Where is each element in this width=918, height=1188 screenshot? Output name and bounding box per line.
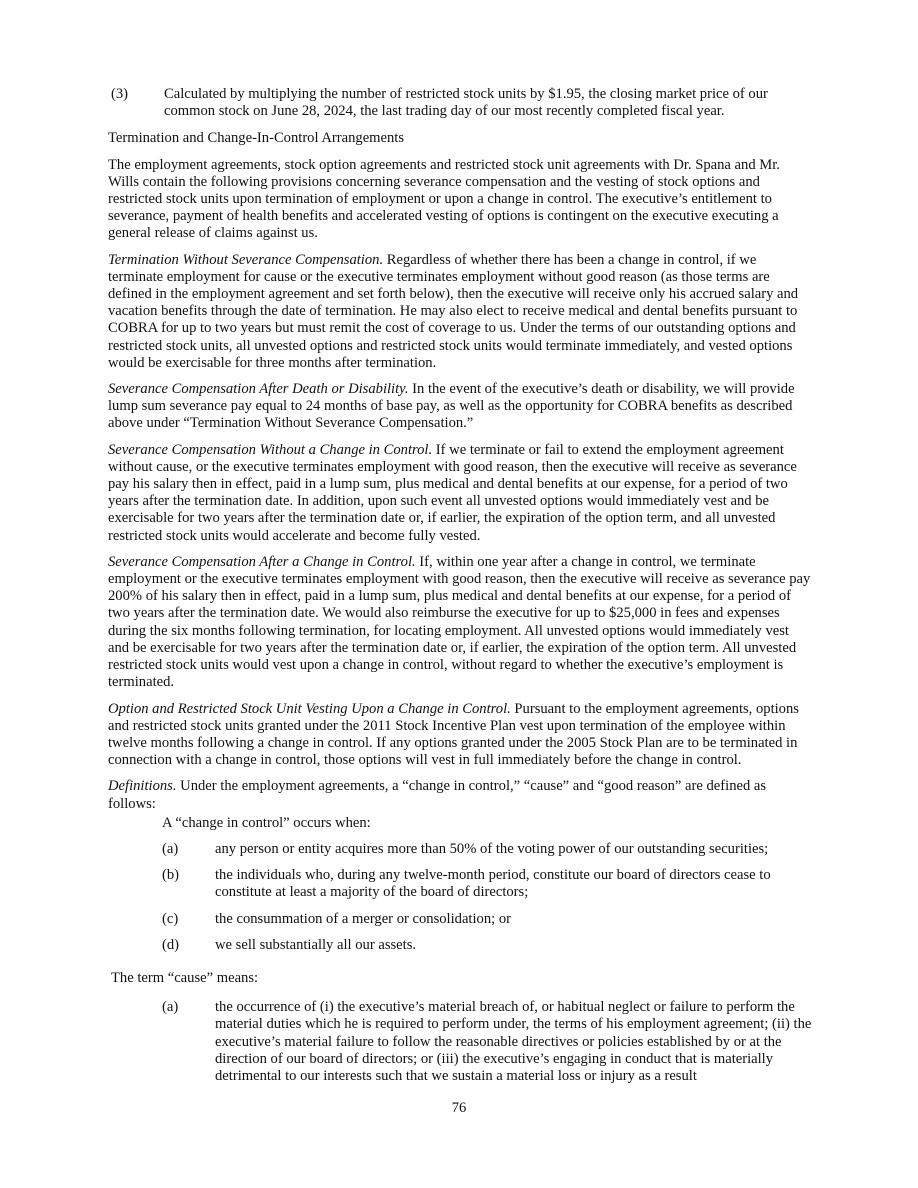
paragraph-title: Option and Restricted Stock Unit Vesting Upon a Change in Control.: [108, 700, 511, 717]
list-item-label: (c): [162, 910, 179, 927]
list-item: [162, 999, 813, 1085]
footnote: [111, 86, 813, 120]
paragraph-without-change-in-control: [108, 442, 813, 545]
definitions-title: Definitions.: [108, 778, 177, 795]
document-page: [108, 86, 813, 1094]
list-item: [162, 911, 813, 928]
cause-intro: The term “cause” means:: [111, 969, 259, 986]
list-item-text: we sell substantially all our assets.: [215, 936, 417, 953]
list-item: [162, 937, 813, 954]
list-item: [162, 841, 813, 858]
paragraph-title: Severance Compensation After a Change in Control.: [108, 553, 416, 570]
list-item: [162, 867, 813, 901]
footnote-number: (3): [111, 86, 129, 102]
paragraph-title: Severance Compensation Without a Change in Control.: [108, 441, 433, 458]
paragraph-body: In the event of the executive’s death or disability, we will provide lump sum severance pay equal to 24 months of base pay, as well as the opportunity for COBRA benefits as described above under “Termination Without Severance Compensation.”: [108, 381, 795, 432]
definitions-body: Under the employment agreements, a “change in control,” “cause” and “good reason” are defined as follows:: [108, 778, 767, 812]
paragraph-title: Severance Compensation After Death or Disability.: [108, 381, 409, 398]
list-item-label: (b): [162, 867, 180, 884]
paragraph-after-change-in-control: [108, 554, 813, 692]
list-item-label: (d): [162, 936, 180, 953]
list-item-text: the consummation of a merger or consolidation; or: [215, 910, 511, 927]
paragraph-body: Pursuant to the employment agreements, options and restricted stock units granted under the 2011 Stock Incentive Plan vest upon termination of the employee within twelve months following a change in control. If any options granted under the 2005 Stock Plan are to be terminated in connection with a change in control, those options will vest in full immediately before the change in control.: [108, 700, 799, 769]
list-item-label: (a): [162, 840, 179, 857]
paragraph-body: Regardless of whether there has been a change in control, if we terminate employment for cause or the executive terminates employment without good reason (as those terms are defined in the employment agreement and set forth below), then the executive will receive only his accrued salary and vacation benefits through the date of termination. He may also elect to receive medical and dental benefits pursuant to COBRA for up to two years but must remit the cost of coverage to us. Under the terms of our outstanding options and restricted stock units, all unvested options and restricted stock units would terminate immediately, and vested options would be exercisable for three months after termination.: [108, 251, 799, 371]
list-item-label: (a): [162, 999, 179, 1016]
page-number: 76: [451, 1100, 467, 1116]
paragraph-vesting-upon-change-in-control: [108, 701, 813, 770]
list-item-text: the individuals who, during any twelve-month period, constitute our board of directors cease to constitute at least a majority of the board of directors;: [215, 867, 771, 901]
footnote-text: Calculated by multiplying the number of restricted stock units by $1.95, the closing market price of our common stock on June 28, 2024, the last trading day of our most recently completed fiscal year.: [164, 86, 768, 120]
paragraph-body: If we terminate or fail to extend the employment agreement without cause, or the executive terminates employment with good reason, then the executive will receive as severance pay his salary then in effect, paid in a lump sum, plus medical and dental benefits at our expense, for a period of two years after the termination date. In addition, upon such event all unvested options would immediately vest and be exercisable for two years after the termination date or, if earlier, the expiration of the option term, and all unvested restricted stock units would accelerate and become fully vested.: [108, 441, 797, 544]
paragraph-title: Termination Without Severance Compensation.: [108, 251, 384, 268]
section-heading: Termination and Change-In-Control Arrangements: [108, 130, 405, 147]
paragraph-death-or-disability: [108, 381, 813, 433]
change-in-control-intro: A “change in control” occurs when:: [162, 814, 371, 831]
paragraph-body: If, within one year after a change in control, we terminate employment or the executive terminates employment with good reason, then the executive will receive as severance pay 200% of his salary then in effect, paid in a lump sum, plus medical and dental benefits at our expense, for a period of two years after the termination date. We would also reimburse the executive for up to $25,000 in fees and expenses during the six months following termination, for locating employment. All unvested options would immediately vest and be exercisable for two years after the termination date or, if earlier, the expiration of the option term. All unvested restricted stock units would vest upon a change in control, without regard to whether the executive’s employment is terminated.: [108, 553, 811, 691]
intro-paragraph: The employment agreements, stock option agreements and restricted stock unit agreements with Dr. Spana and Mr. Wills contain the following provisions concerning severance compensation and the vesting of stock options and restricted stock units upon termination of employment or upon a change in control. The executive’s entitlement to severance, payment of health benefits and accelerated vesting of options is contingent on the executive executing a general release of claims against us.: [108, 156, 780, 242]
definitions-paragraph: [108, 778, 813, 812]
list-item-text: any person or entity acquires more than 50% of the voting power of our outstanding securities;: [215, 840, 769, 857]
list-item-text: the occurrence of (i) the executive’s material breach of, or habitual neglect or failure to perform the material duties which he is required to perform under, the terms of his employment agreement; (ii) the executive’s material failure to follow the reasonable directives or policies established by or at the direction of our board of directors; or (iii) the executive’s engaging in conduct that is materially detrimental to our interests such that we sustain a material loss or injury as a result: [215, 999, 812, 1084]
paragraph-termination-without-severance: [108, 252, 813, 372]
